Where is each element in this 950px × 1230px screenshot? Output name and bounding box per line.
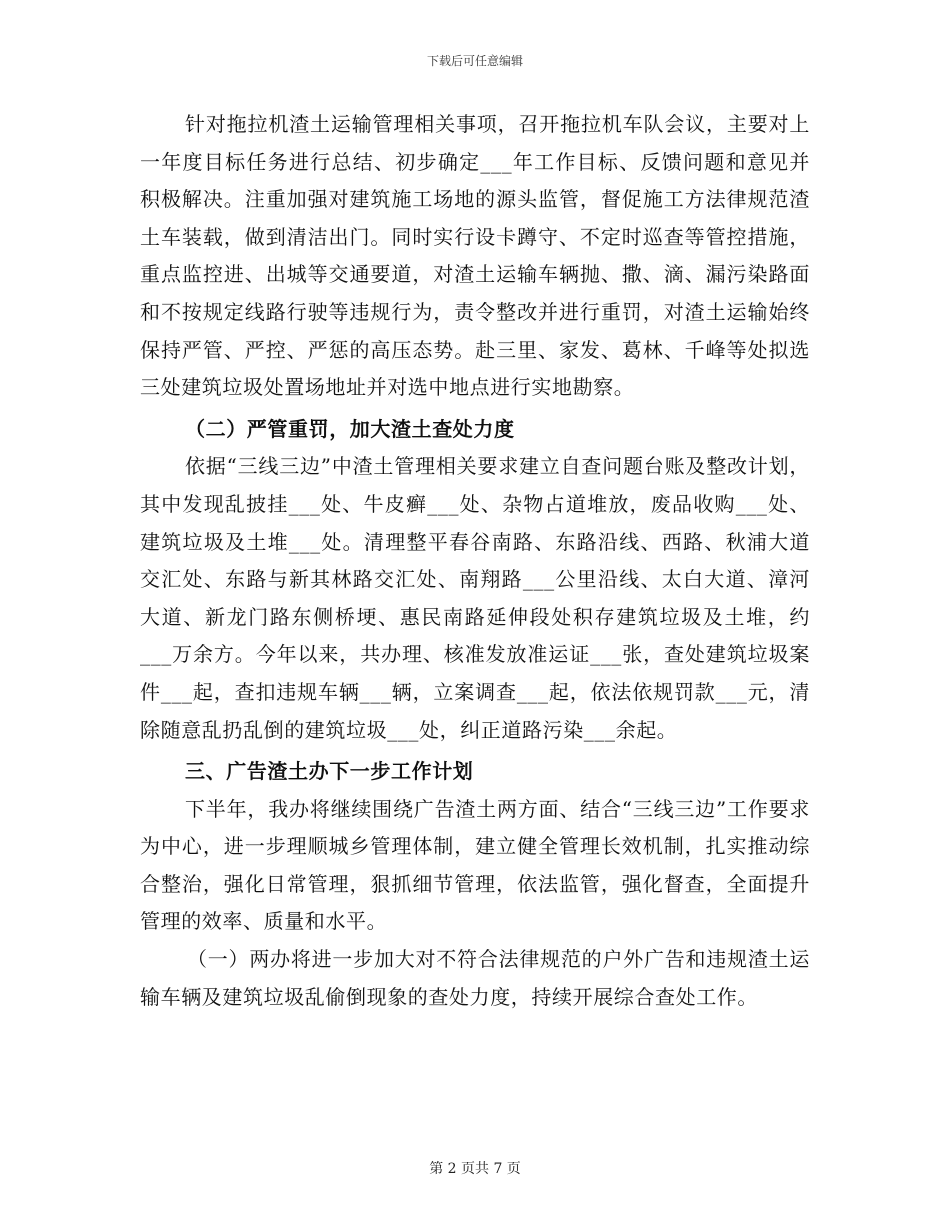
paragraph-self-inspection: 依据“三线三边”中渣土管理相关要求建立自查问题台账及整改计划，其中发现乱披挂___处、牛皮癣___处、杂物占道堆放，废品收购___处、建筑垃圾及土堆___处。清理整平春谷南路、东路沿线、西路、秋浦大道交汇处、东路与新其林路交汇处、南翔路___公里沿线、太白大道、漳河大道、新龙门路东侧桥埂、惠民南路延伸段处积存建筑垃圾及土堆，约___万余方。今年以来，共办理、核准发放准运证___张，查处建筑垃圾案件___起，查扣违规车辆___辆，立案调查___起，依法依规罚款___元，清除随意乱扔乱倒的建筑垃圾___处，纠正道路污染___余起。 [140,454,810,742]
page-header: 下载后可任意编辑 [426,54,523,68]
section-heading-strict-penalty: （二）严管重罚，加大渣土查处力度 [185,416,515,441]
paragraph-second-half-plan: 下半年，我办将继续围绕广告渣土两方面、结合“三线三边”工作要求为中心，进一步理顺城乡管理体制，建立健全管理长效机制，扎实推动综合整治，强化日常管理，狠抓细节管理，依法监管，强化督查，全面提升管理的效率、质量和水平。 [140,796,810,934]
section-heading-next-plan: 三、广告渣土办下一步工作计划 [185,759,474,784]
page-footer: 第 2 页共 7 页 [429,1161,521,1177]
paragraph-tractor-transport: 针对拖拉机渣土运输管理相关事项，召开拖拉机车队会议，主要对上一年度目标任务进行总结、初步确定___年工作目标、反馈问题和意见并积极解决。注重加强对建筑施工场地的源头监管，督促施工方法律规范渣土车装载，做到清洁出门。同时实行设卡蹲守、不定时巡查等管控措施，重点监控进、出城等交通要道，对渣土运输车辆抛、撒、滴、漏污染路面和不按规定线路行驶等违规行为，责令整改并进行重罚，对渣土运输始终保持严管、严控、严惩的高压态势。赴三里、家发、葛林、千峰等处拟选三处建筑垃圾处置场地址并对选中地点进行实地勘察。 [140,112,810,400]
paragraph-enforcement-item-1: （一）两办将进一步加大对不符合法律规范的户外广告和违规渣土运输车辆及建筑垃圾乱偷倒现象的查处力度，持续开展综合查处工作。 [140,947,810,1009]
document-body [140,106,810,1016]
